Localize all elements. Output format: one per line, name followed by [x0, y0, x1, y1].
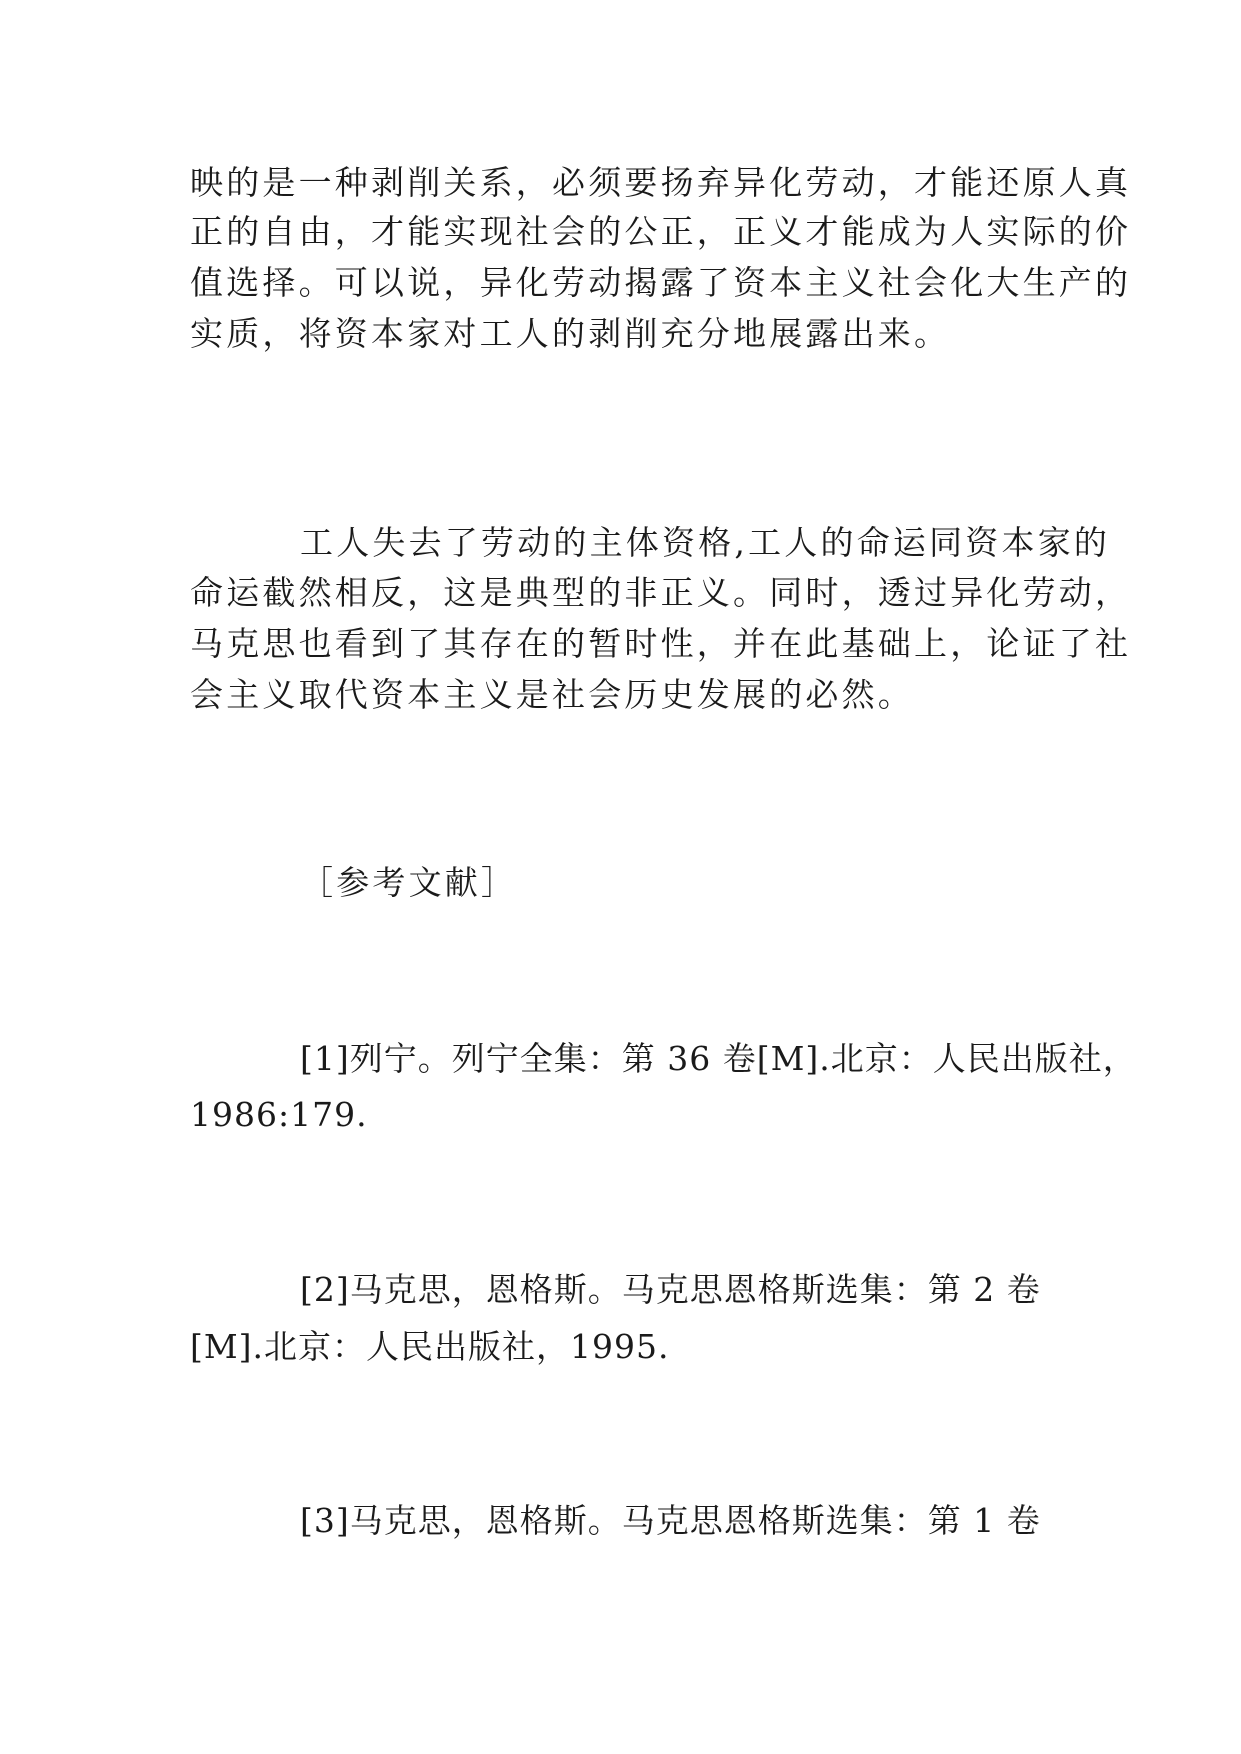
reference-line: [3]马克思，恩格斯。马克思恩格斯选集：第 1 卷: [300, 1501, 1041, 1540]
paragraph-line: 工人失去了劳动的主体资格,工人的命运同资本家的: [300, 523, 1111, 562]
paragraph-line: 实质，将资本家对工人的剥削充分地展露出来。: [190, 314, 951, 353]
reference-line: [M].北京：人民出版社，1995.: [190, 1327, 670, 1366]
paragraph-line: 正的自由，才能实现社会的公正，正义才能成为人实际的价: [190, 212, 1132, 251]
paragraph-line: 映的是一种剥削关系，必须要扬弃异化劳动，才能还原人真: [190, 163, 1132, 202]
paragraph-line: 值选择。可以说，异化劳动揭露了资本主义社会化大生产的: [190, 263, 1132, 302]
paragraph-line: 会主义取代资本主义是社会历史发展的必然。: [190, 675, 914, 714]
reference-line: 1986:179.: [190, 1095, 368, 1134]
reference-line: [2]马克思，恩格斯。马克思恩格斯选集：第 2 卷: [300, 1270, 1041, 1309]
references-heading: ［参考文献］: [300, 863, 518, 902]
reference-line: [1]列宁。列宁全集：第 36 卷[M].北京：人民出版社，: [300, 1039, 1137, 1078]
paragraph-line: 命运截然相反，这是典型的非正义。同时，透过异化劳动，: [190, 573, 1132, 612]
paragraph-line: 马克思也看到了其存在的暂时性，并在此基础上，论证了社: [190, 624, 1132, 663]
